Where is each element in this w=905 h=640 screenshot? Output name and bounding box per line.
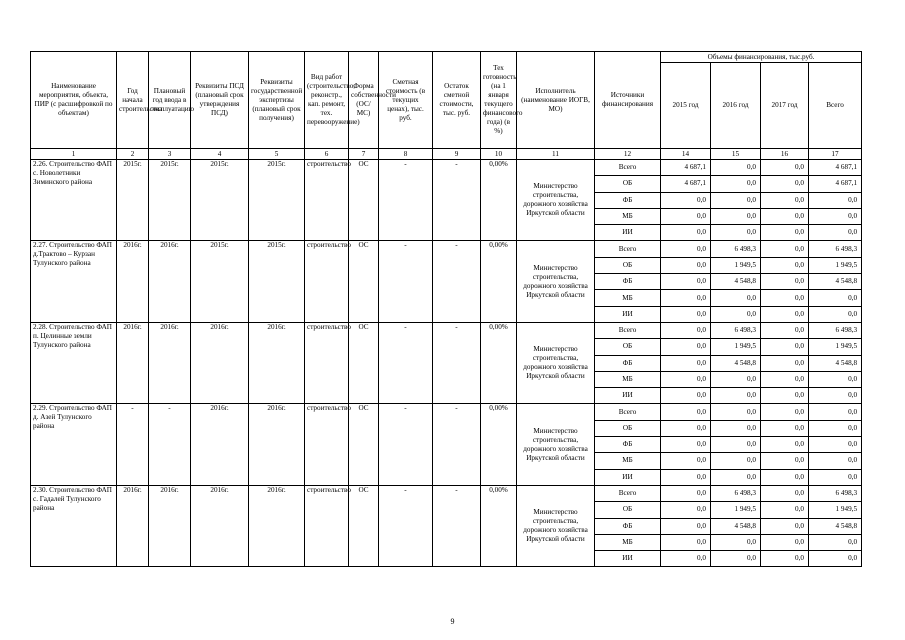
amount-2016: 0,0 — [711, 192, 761, 208]
amount-total: 6 498,3 — [809, 322, 862, 338]
amount-2015: 0,0 — [661, 225, 711, 241]
table-body — [31, 160, 862, 567]
header-funding-sources: Источники финансирования — [595, 52, 661, 149]
estimated-cost: - — [379, 241, 433, 322]
commission-year: 2016г. — [149, 241, 191, 322]
amount-total: 0,0 — [809, 290, 862, 306]
object-name: 2.27. Строительство ФАП д.Трактово – Курзан Тулунского района — [31, 241, 117, 322]
amount-2016: 0,0 — [711, 534, 761, 550]
amount-total: 0,0 — [809, 192, 862, 208]
amount-total: 4 548,8 — [809, 518, 862, 534]
funding-source: Всего — [595, 404, 661, 420]
ownership: ОС — [349, 322, 379, 403]
ownership: ОС — [349, 404, 379, 485]
readiness-percent: 0,00% — [481, 485, 517, 566]
column-number: 8 — [379, 149, 433, 160]
psd-year: 2016г. — [191, 485, 249, 566]
amount-2016: 6 498,3 — [711, 241, 761, 257]
amount-2017: 0,0 — [761, 453, 809, 469]
amount-total: 6 498,3 — [809, 485, 862, 501]
table-row — [31, 160, 862, 176]
amount-total: 4 687,1 — [809, 176, 862, 192]
amount-total: 0,0 — [809, 469, 862, 485]
start-year: 2016г. — [117, 241, 149, 322]
remaining-cost: - — [433, 485, 481, 566]
amount-total: 1 949,5 — [809, 502, 862, 518]
amount-2016: 4 548,8 — [711, 355, 761, 371]
column-number: 9 — [433, 149, 481, 160]
column-number: 5 — [249, 149, 305, 160]
commission-year: 2016г. — [149, 485, 191, 566]
amount-2016: 6 498,3 — [711, 322, 761, 338]
ownership: ОС — [349, 485, 379, 566]
executor: Министерство строительства, дорожного хозяйства Иркутской области — [517, 404, 595, 485]
amount-2016: 1 949,5 — [711, 257, 761, 273]
amount-2015: 0,0 — [661, 485, 711, 501]
column-number: 17 — [809, 149, 862, 160]
amount-2016: 0,0 — [711, 176, 761, 192]
header-total: Всего — [809, 63, 862, 149]
amount-2016: 1 949,5 — [711, 502, 761, 518]
funding-source: ОБ — [595, 257, 661, 273]
column-number: 11 — [517, 149, 595, 160]
header-start-year: Год начала строительства — [117, 52, 149, 149]
amount-2016: 0,0 — [711, 208, 761, 224]
amount-2015: 0,0 — [661, 371, 711, 387]
ownership: ОС — [349, 241, 379, 322]
amount-2016: 0,0 — [711, 225, 761, 241]
amount-2016: 0,0 — [711, 453, 761, 469]
start-year: 2016г. — [117, 322, 149, 403]
amount-2016: 0,0 — [711, 469, 761, 485]
amount-2017: 0,0 — [761, 176, 809, 192]
amount-2017: 0,0 — [761, 355, 809, 371]
funding-source: ФБ — [595, 355, 661, 371]
header-year-2015: 2015 год — [661, 63, 711, 149]
amount-2017: 0,0 — [761, 274, 809, 290]
commission-year: 2015г. — [149, 160, 191, 241]
amount-2017: 0,0 — [761, 404, 809, 420]
amount-2015: 0,0 — [661, 388, 711, 404]
object-name: 2.26. Строительство ФАП с. Новолетники Зиминского района — [31, 160, 117, 241]
amount-total: 0,0 — [809, 225, 862, 241]
header-expertise: Реквизиты государственной экспертизы (плановый срок получения) — [249, 52, 305, 149]
funding-source: МБ — [595, 371, 661, 387]
amount-2017: 0,0 — [761, 192, 809, 208]
header-remaining-cost: Остаток сметной стоимости, тыс. руб. — [433, 52, 481, 149]
amount-2016: 0,0 — [711, 160, 761, 176]
header-commission-year: Плановый год ввода в эксплуатацию — [149, 52, 191, 149]
amount-2015: 0,0 — [661, 274, 711, 290]
amount-2015: 0,0 — [661, 355, 711, 371]
amount-2017: 0,0 — [761, 257, 809, 273]
column-number: 16 — [761, 149, 809, 160]
table-row — [31, 322, 862, 338]
funding-source: ИИ — [595, 306, 661, 322]
executor: Министерство строительства, дорожного хозяйства Иркутской области — [517, 485, 595, 566]
work-type: строительство — [305, 404, 349, 485]
amount-2016: 0,0 — [711, 551, 761, 567]
column-number: 14 — [661, 149, 711, 160]
column-number: 7 — [349, 149, 379, 160]
executor: Министерство строительства, дорожного хозяйства Иркутской области — [517, 160, 595, 241]
estimated-cost: - — [379, 404, 433, 485]
amount-2016: 0,0 — [711, 371, 761, 387]
funding-source: ИИ — [595, 551, 661, 567]
amount-2017: 0,0 — [761, 551, 809, 567]
amount-2017: 0,0 — [761, 469, 809, 485]
start-year: 2016г. — [117, 485, 149, 566]
expertise-year: 2016г. — [249, 322, 305, 403]
ownership: ОС — [349, 160, 379, 241]
funding-source: Всего — [595, 485, 661, 501]
work-type: строительство — [305, 485, 349, 566]
commission-year: 2016г. — [149, 322, 191, 403]
amount-total: 0,0 — [809, 551, 862, 567]
amount-2017: 0,0 — [761, 225, 809, 241]
header-year-2016: 2016 год — [711, 63, 761, 149]
amount-total: 0,0 — [809, 208, 862, 224]
amount-2016: 6 498,3 — [711, 485, 761, 501]
header-object-name: Наименование мероприятия, объекта, ПИР (с расшифровкой по объектам) — [31, 52, 117, 149]
funding-source: ОБ — [595, 339, 661, 355]
funding-source: ОБ — [595, 502, 661, 518]
commission-year: - — [149, 404, 191, 485]
funding-source: ФБ — [595, 437, 661, 453]
column-number: 15 — [711, 149, 761, 160]
amount-2015: 0,0 — [661, 453, 711, 469]
amount-2015: 4 687,1 — [661, 160, 711, 176]
funding-source: ИИ — [595, 469, 661, 485]
amount-2017: 0,0 — [761, 420, 809, 436]
header-psd: Реквизиты ПСД (плановый срок утверждения ПСД) — [191, 52, 249, 149]
funding-source: ОБ — [595, 420, 661, 436]
work-type: строительство — [305, 160, 349, 241]
amount-2017: 0,0 — [761, 518, 809, 534]
column-number-row — [31, 149, 862, 160]
funding-source: ОБ — [595, 176, 661, 192]
amount-total: 4 548,8 — [809, 355, 862, 371]
financing-table-sheet — [30, 51, 861, 567]
amount-2015: 0,0 — [661, 551, 711, 567]
remaining-cost: - — [433, 404, 481, 485]
amount-total: 1 949,5 — [809, 257, 862, 273]
amount-2016: 0,0 — [711, 306, 761, 322]
executor: Министерство строительства, дорожного хозяйства Иркутской области — [517, 322, 595, 403]
readiness-percent: 0,00% — [481, 404, 517, 485]
expertise-year: 2016г. — [249, 404, 305, 485]
expertise-year: 2016г. — [249, 485, 305, 566]
amount-2016: 0,0 — [711, 290, 761, 306]
funding-source: МБ — [595, 453, 661, 469]
object-name: 2.28. Строительство ФАП п. Целинные земли Тулунского района — [31, 322, 117, 403]
header-executor: Исполнитель (наименование ИОГВ, МО) — [517, 52, 595, 149]
amount-2017: 0,0 — [761, 502, 809, 518]
funding-source: ФБ — [595, 274, 661, 290]
amount-2017: 0,0 — [761, 208, 809, 224]
remaining-cost: - — [433, 241, 481, 322]
expertise-year: 2015г. — [249, 241, 305, 322]
executor: Министерство строительства, дорожного хозяйства Иркутской области — [517, 241, 595, 322]
amount-2017: 0,0 — [761, 241, 809, 257]
object-name: 2.30. Строительство ФАП с. Гадалей Тулунского района — [31, 485, 117, 566]
object-name: 2.29. Строительство ФАП д. Азей Тулунского района — [31, 404, 117, 485]
estimated-cost: - — [379, 322, 433, 403]
funding-source: МБ — [595, 208, 661, 224]
amount-2016: 1 949,5 — [711, 339, 761, 355]
amount-2015: 0,0 — [661, 469, 711, 485]
column-number: 3 — [149, 149, 191, 160]
header-year-2017: 2017 год — [761, 63, 809, 149]
table-row — [31, 404, 862, 420]
amount-2015: 0,0 — [661, 518, 711, 534]
funding-source: Всего — [595, 241, 661, 257]
column-number: 12 — [595, 149, 661, 160]
column-number: 1 — [31, 149, 117, 160]
column-number: 6 — [305, 149, 349, 160]
amount-2015: 0,0 — [661, 192, 711, 208]
remaining-cost: - — [433, 322, 481, 403]
funding-source: МБ — [595, 290, 661, 306]
amount-total: 0,0 — [809, 371, 862, 387]
header-ownership: Форма собственности (ОС/МС) — [349, 52, 379, 149]
funding-source: Всего — [595, 160, 661, 176]
header-funding-group: Объемы финансирования, тыс.руб. — [661, 52, 862, 63]
header-estimated-cost: Сметная стоимость (в текущих ценах), тыс. руб. — [379, 52, 433, 149]
funding-source: ФБ — [595, 518, 661, 534]
readiness-percent: 0,00% — [481, 160, 517, 241]
remaining-cost: - — [433, 160, 481, 241]
start-year: 2015г. — [117, 160, 149, 241]
amount-2016: 0,0 — [711, 388, 761, 404]
amount-total: 0,0 — [809, 534, 862, 550]
psd-year: 2015г. — [191, 160, 249, 241]
column-number: 2 — [117, 149, 149, 160]
amount-2015: 0,0 — [661, 404, 711, 420]
expertise-year: 2015г. — [249, 160, 305, 241]
amount-2016: 0,0 — [711, 404, 761, 420]
amount-2016: 0,0 — [711, 437, 761, 453]
column-number: 10 — [481, 149, 517, 160]
amount-total: 4 548,8 — [809, 274, 862, 290]
amount-total: 0,0 — [809, 453, 862, 469]
amount-2015: 4 687,1 — [661, 176, 711, 192]
psd-year: 2016г. — [191, 404, 249, 485]
amount-2015: 0,0 — [661, 208, 711, 224]
amount-total: 6 498,3 — [809, 241, 862, 257]
amount-2017: 0,0 — [761, 160, 809, 176]
amount-2015: 0,0 — [661, 534, 711, 550]
table-row — [31, 241, 862, 257]
amount-2015: 0,0 — [661, 339, 711, 355]
financing-table — [30, 51, 862, 567]
amount-2017: 0,0 — [761, 322, 809, 338]
start-year: - — [117, 404, 149, 485]
column-number: 4 — [191, 149, 249, 160]
table-row — [31, 485, 862, 501]
amount-2015: 0,0 — [661, 437, 711, 453]
page-number: 9 — [450, 617, 455, 626]
amount-total: 4 687,1 — [809, 160, 862, 176]
amount-2015: 0,0 — [661, 502, 711, 518]
amount-2017: 0,0 — [761, 485, 809, 501]
amount-total: 0,0 — [809, 306, 862, 322]
psd-year: 2016г. — [191, 322, 249, 403]
estimated-cost: - — [379, 485, 433, 566]
amount-2017: 0,0 — [761, 339, 809, 355]
amount-2015: 0,0 — [661, 290, 711, 306]
amount-2015: 0,0 — [661, 257, 711, 273]
amount-2015: 0,0 — [661, 306, 711, 322]
amount-total: 0,0 — [809, 420, 862, 436]
amount-2016: 4 548,8 — [711, 518, 761, 534]
funding-source: Всего — [595, 322, 661, 338]
psd-year: 2015г. — [191, 241, 249, 322]
table-header — [31, 52, 862, 160]
amount-2017: 0,0 — [761, 388, 809, 404]
amount-total: 1 949,5 — [809, 339, 862, 355]
amount-2015: 0,0 — [661, 322, 711, 338]
funding-source: ИИ — [595, 225, 661, 241]
amount-2017: 0,0 — [761, 306, 809, 322]
amount-2017: 0,0 — [761, 371, 809, 387]
amount-2017: 0,0 — [761, 437, 809, 453]
amount-total: 0,0 — [809, 388, 862, 404]
work-type: строительство — [305, 241, 349, 322]
funding-source: ИИ — [595, 388, 661, 404]
funding-source: МБ — [595, 534, 661, 550]
funding-source: ФБ — [595, 192, 661, 208]
amount-2015: 0,0 — [661, 420, 711, 436]
amount-2016: 0,0 — [711, 420, 761, 436]
amount-2017: 0,0 — [761, 290, 809, 306]
amount-2017: 0,0 — [761, 534, 809, 550]
readiness-percent: 0,00% — [481, 322, 517, 403]
header-readiness: Тех готовность (на 1 января текущего финансового года) (в %) — [481, 52, 517, 149]
estimated-cost: - — [379, 160, 433, 241]
amount-2016: 4 548,8 — [711, 274, 761, 290]
amount-total: 0,0 — [809, 404, 862, 420]
header-work-type: Вид работ (строительство, реконстр., кап. ремонт, тех. перевооружение) — [305, 52, 349, 149]
amount-2015: 0,0 — [661, 241, 711, 257]
readiness-percent: 0,00% — [481, 241, 517, 322]
work-type: строительство — [305, 322, 349, 403]
amount-total: 0,0 — [809, 437, 862, 453]
